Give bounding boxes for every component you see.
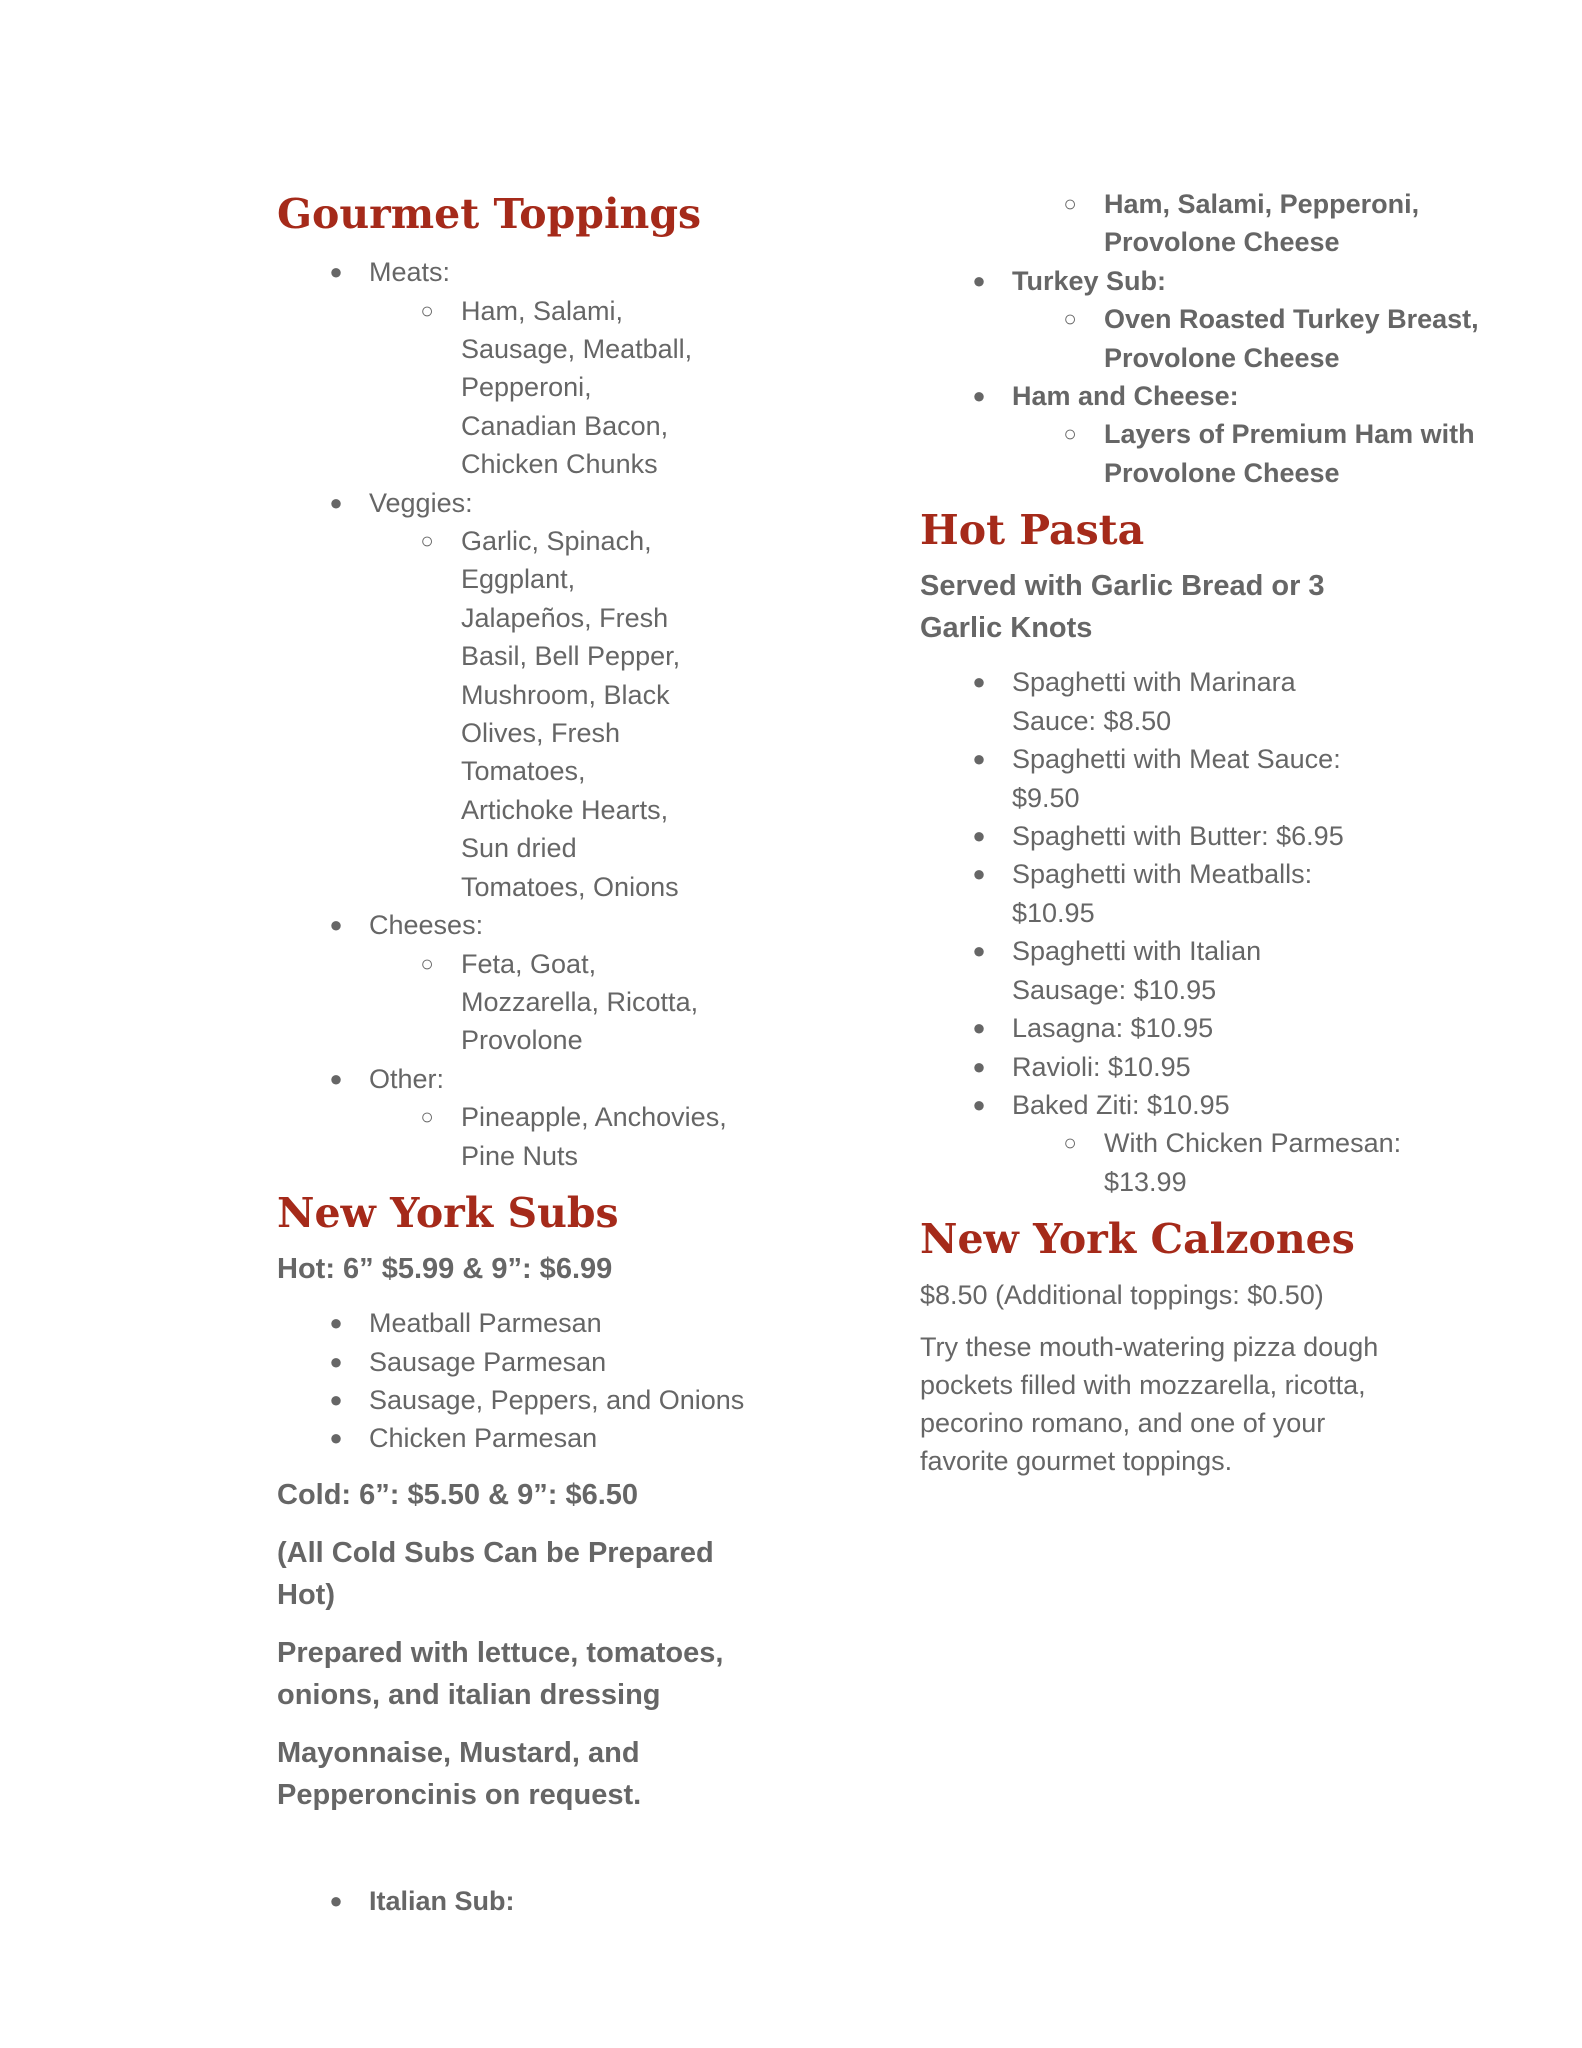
condiments-note: Mayonnaise, Mustard, and Pepperoncinis on request.	[277, 1736, 642, 1811]
bullet-icon	[324, 1304, 348, 1342]
list-item	[277, 1060, 757, 1175]
list-item	[920, 932, 1342, 1009]
list-item	[277, 906, 757, 1060]
list-item	[277, 1304, 757, 1342]
calzone-description: Try these mouth-watering pizza dough pockets filled with mozzarella, ricotta, pecorino romano, and one of your favorite gourmet toppings.	[920, 1332, 1379, 1477]
italian-sub-description: Ham, Salami, Pepperoni, Provolone Cheese	[1104, 189, 1420, 258]
pasta-item: Spaghetti with Marinara Sauce: $8.50	[1012, 667, 1296, 736]
topping-category-label: Meats:	[369, 257, 451, 288]
topping-category-label: Veggies:	[369, 487, 473, 518]
list-item	[277, 1419, 757, 1457]
hot-sub-name: Chicken Parmesan	[369, 1423, 598, 1454]
bullet-icon	[324, 1060, 348, 1098]
bullet-icon	[324, 1882, 348, 1920]
cold-subs-list	[277, 1882, 757, 1920]
new-york-calzones-heading: New York Calzones	[920, 1215, 1355, 1264]
list-item	[920, 817, 1412, 855]
bullet-icon	[967, 1009, 991, 1047]
list-item	[277, 484, 757, 906]
hot-pasta-list	[920, 663, 1400, 1201]
hot-sub-prices: Hot: 6” $5.99 & 9”: $6.99	[277, 1253, 613, 1286]
list-item	[277, 522, 696, 906]
ziti-chicken-option: With Chicken Parmesan: $13.99	[1104, 1128, 1402, 1197]
hot-pasta-heading: Hot Pasta	[920, 506, 1145, 555]
circle-bullet-icon	[415, 522, 439, 560]
circle-bullet-icon	[415, 945, 439, 983]
list-item	[277, 253, 757, 483]
hot-sub-name: Meatball Parmesan	[369, 1308, 602, 1339]
bullet-icon	[324, 1381, 348, 1419]
bullet-icon	[967, 663, 991, 701]
turkey-sub-description: Oven Roasted Turkey Breast, Provolone Cheese	[1104, 304, 1479, 373]
turkey-sub-label: Turkey Sub:	[1012, 265, 1167, 296]
list-item	[920, 1086, 1412, 1124]
circle-bullet-icon	[1058, 300, 1082, 338]
topping-category-label: Other:	[369, 1063, 445, 1094]
gourmet-toppings-list	[277, 253, 757, 1175]
bullet-icon	[967, 377, 991, 415]
list-item	[920, 415, 1487, 492]
circle-bullet-icon	[1058, 185, 1082, 223]
list-item	[920, 262, 1400, 300]
bullet-icon	[324, 1343, 348, 1381]
bullet-icon	[324, 484, 348, 522]
list-item	[920, 377, 1400, 415]
bullet-icon	[967, 1048, 991, 1086]
hot-sub-name: Sausage Parmesan	[369, 1346, 607, 1377]
bullet-icon	[967, 1086, 991, 1124]
hot-subs-list	[277, 1304, 757, 1458]
list-item	[277, 945, 711, 1060]
bullet-icon	[324, 906, 348, 944]
list-item	[920, 1009, 1412, 1047]
list-item	[277, 1882, 757, 1920]
pasta-item: Lasagna: $10.95	[1012, 1013, 1214, 1044]
pasta-served-note: Served with Garlic Bread or 3 Garlic Knots	[920, 570, 1325, 645]
bullet-icon	[967, 262, 991, 300]
list-item	[277, 1098, 731, 1175]
bullet-icon	[967, 932, 991, 970]
bullet-icon	[967, 817, 991, 855]
gourmet-toppings-heading: Gourmet Toppings	[277, 190, 702, 238]
pasta-item: Spaghetti with Italian Sausage: $10.95	[1012, 936, 1262, 1005]
list-item	[277, 1343, 757, 1381]
list-item	[920, 855, 1342, 932]
pasta-item: Ravioli: $10.95	[1012, 1051, 1191, 1082]
bullet-icon	[324, 253, 348, 291]
pasta-item: Spaghetti with Meatballs: $10.95	[1012, 859, 1313, 928]
topping-values: Ham, Salami, Sausage, Meatball, Pepperoni, Canadian Bacon, Chicken Chunks	[461, 295, 693, 480]
pasta-item: Spaghetti with Butter: $6.95	[1012, 821, 1344, 852]
bullet-icon	[967, 855, 991, 893]
topping-values: Pineapple, Anchovies, Pine Nuts	[461, 1102, 727, 1171]
list-item	[920, 300, 1487, 377]
italian-sub-label: Italian Sub:	[369, 1885, 515, 1916]
new-york-subs-heading: New York Subs	[277, 1188, 619, 1237]
ham-sub-description: Layers of Premium Ham with Provolone Cheese	[1104, 419, 1475, 488]
cold-subs-list-continued	[920, 185, 1479, 492]
bullet-icon	[324, 1419, 348, 1457]
prepared-note: Prepared with lettuce, tomatoes, onions, and italian dressing	[277, 1636, 724, 1711]
circle-bullet-icon	[1058, 415, 1082, 453]
right-column	[920, 185, 1479, 1480]
circle-bullet-icon	[1058, 1124, 1082, 1162]
list-item	[277, 292, 696, 484]
calzone-price: $8.50 (Additional toppings: $0.50)	[920, 1280, 1324, 1311]
list-item	[277, 1381, 757, 1419]
bullet-icon	[967, 740, 991, 778]
circle-bullet-icon	[415, 1098, 439, 1136]
cold-subs-note: (All Cold Subs Can be Prepared Hot)	[277, 1536, 714, 1611]
pasta-item: Spaghetti with Meat Sauce: $9.50	[1012, 744, 1341, 813]
list-item	[920, 185, 1487, 262]
topping-values: Garlic, Spinach, Eggplant, Jalapeños, Fresh Basil, Bell Pepper, Mushroom, Black Olives, Fresh Tomatoes, Artichoke Hearts, Sun dried Tomatoes, Onions	[461, 526, 681, 902]
list-item	[920, 1124, 1479, 1201]
hot-sub-name: Sausage, Peppers, and Onions	[369, 1384, 745, 1415]
list-item	[920, 663, 1342, 740]
pasta-item: Baked Ziti: $10.95	[1012, 1089, 1230, 1120]
left-column	[277, 190, 757, 1920]
topping-category-label: Cheeses:	[369, 910, 484, 941]
cold-sub-prices: Cold: 6”: $5.50 & 9”: $6.50	[277, 1478, 639, 1511]
list-item	[920, 740, 1392, 817]
list-item	[920, 1048, 1412, 1086]
topping-values: Feta, Goat, Mozzarella, Ricotta, Provolone	[461, 948, 699, 1056]
ham-sub-label: Ham and Cheese:	[1012, 381, 1239, 412]
circle-bullet-icon	[415, 292, 439, 330]
